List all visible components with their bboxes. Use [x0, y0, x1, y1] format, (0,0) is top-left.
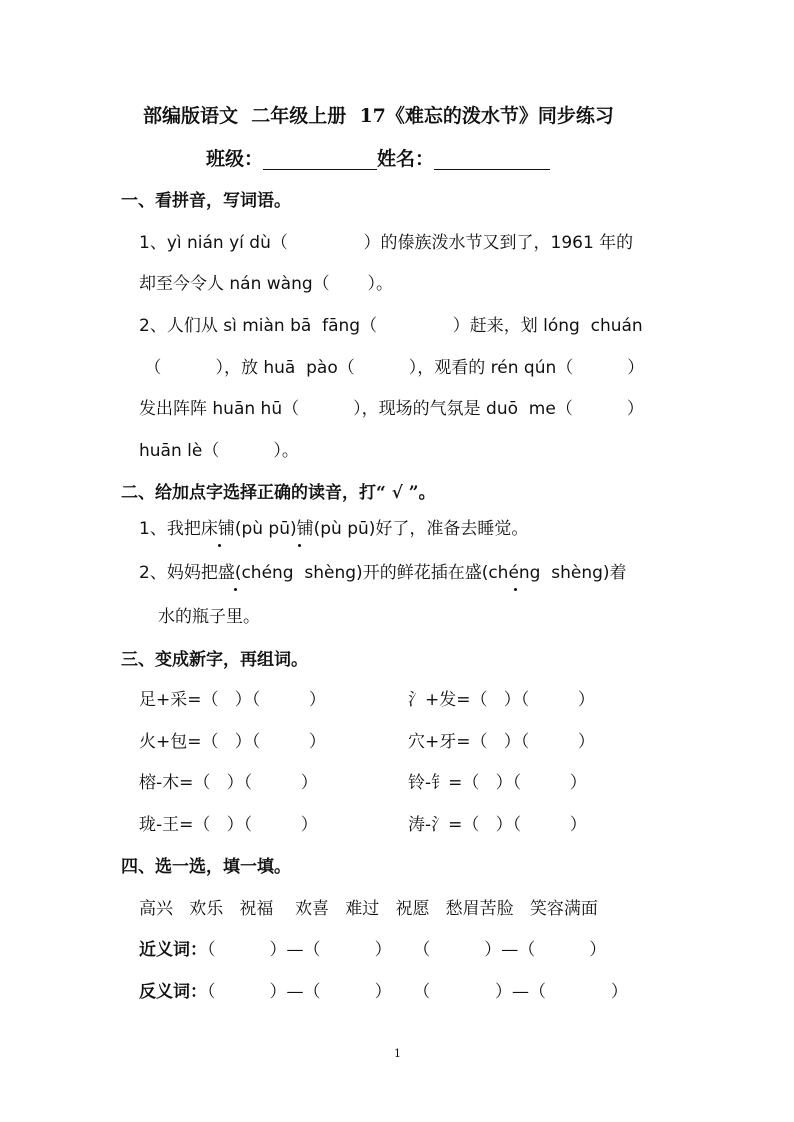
page-title: 部编版语文 二年级上册 17《难忘的泼水节》同步练习	[143, 105, 614, 127]
s3-row-3-left: 榕-木=（ ）（ ）	[139, 773, 318, 793]
emphasis-dot	[514, 588, 517, 591]
section-1-heading: 一、看拼音，写词语。	[121, 191, 291, 211]
s3-row-4-left: 珑-王=（ ）（ ）	[139, 815, 318, 835]
s3-row-2-left: 火+包=（ ）（ ）	[139, 732, 326, 752]
s1-line-5: 发出阵阵 huān hū（ ），现场的气氛是 duō me（ ）	[139, 399, 644, 419]
s3-row-1-left: 足+采=（ ）（ ）	[139, 690, 326, 710]
s2-line-2: 2、妈妈把盛(chéng shèng)开的鲜花插在盛(chéng shèng)着	[139, 563, 627, 583]
section-2-heading: 二、给加点字选择正确的读音，打“ √ ”。	[121, 483, 436, 503]
emphasis-dot	[234, 588, 237, 591]
s1-line-6: huān lè（ ）。	[139, 441, 299, 461]
s3-row-4-right: 涛-氵=（ ）（ ）	[408, 815, 587, 835]
name-blank[interactable]	[434, 151, 550, 170]
s3-row-3-right: 铃-钅=（ ）（ ）	[408, 773, 587, 793]
student-info-line	[206, 148, 550, 170]
s1-line-3: 2、人们从 sì miàn bā fāng（ ）赶来，划 lóng chuán	[139, 316, 643, 336]
emphasis-dot	[298, 544, 301, 547]
class-label: 班级：	[206, 148, 264, 170]
synonym-row	[139, 939, 606, 961]
synonym-blanks: （ ）—（ ） （ ）—（ ）	[207, 940, 607, 960]
s3-row-1-right: 氵+发=（ ）（ ）	[408, 690, 595, 710]
s1-line-1: 1、yì nián yí dù（ ）的傣族泼水节又到了，1961 年的	[139, 233, 634, 253]
antonym-label: 反义词：	[139, 982, 207, 1002]
synonym-label: 近义词：	[139, 940, 207, 960]
s3-row-2-right: 穴+牙=（ ）（ ）	[408, 732, 595, 752]
antonym-blanks: （ ）—（ ） （ ）—（ ）	[207, 982, 628, 1002]
word-bank: 高兴 欢乐 祝福 欢喜 难过 祝愿 愁眉苦脸 笑容满面	[139, 899, 598, 919]
s1-line-2: 却至今令人 nán wàng（ ）。	[139, 274, 393, 294]
section-3-heading: 三、变成新字，再组词。	[121, 650, 308, 670]
section-4-heading: 四、选一选，填一填。	[121, 857, 291, 877]
class-blank[interactable]	[263, 151, 377, 170]
s1-line-4: （ ），放 huā pào（ ），观看的 rén qún（ ）	[139, 358, 645, 378]
name-label: 姓名：	[377, 148, 435, 170]
page-number: 1	[394, 1047, 401, 1060]
s2-line-1: 1、我把床铺(pù pū)铺(pù pū)好了，准备去睡觉。	[139, 519, 529, 539]
s2-line-3: 水的瓶子里。	[158, 607, 260, 627]
emphasis-dot	[218, 544, 221, 547]
antonym-row	[139, 981, 628, 1003]
